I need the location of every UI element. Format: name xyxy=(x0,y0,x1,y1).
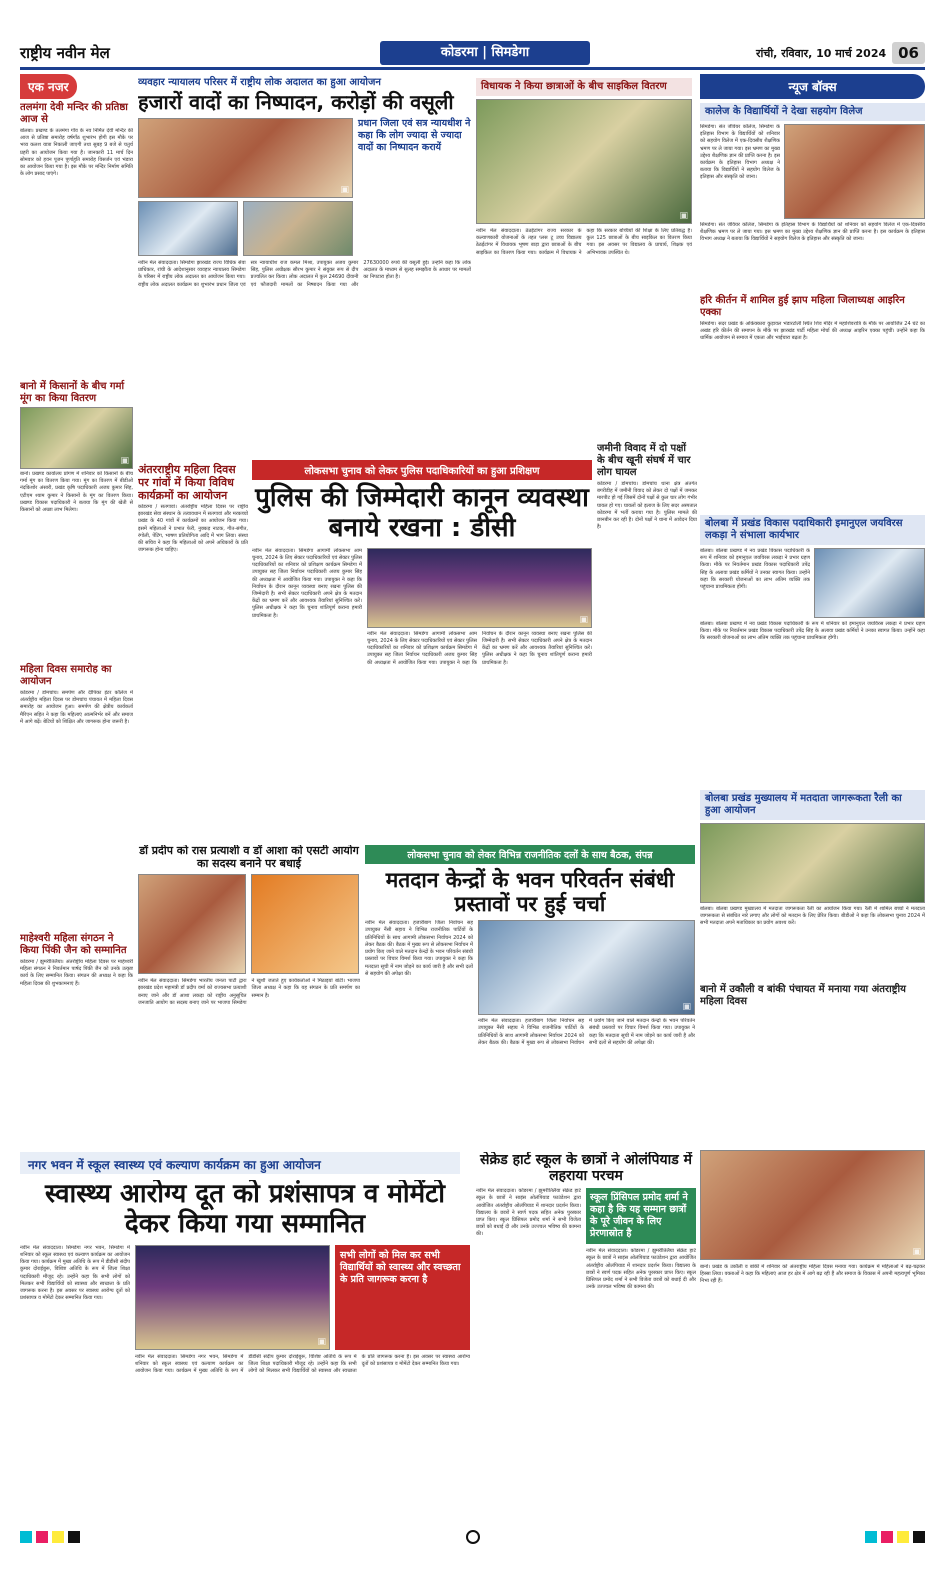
matdan-photo xyxy=(478,920,695,1015)
cycle-story xyxy=(476,74,692,444)
left-story-2-photo xyxy=(20,407,133,469)
health-body-2: नवीन मेल संवाददाता। सिमडेगा नगर भवन, सिमडेगा में शनिवार को स्कूल स्वास्थ्य एवं कल्याण कार्यक्रम का आयोजन किया गया। कार्यक्रम में मुख्य अतिथि के रूप में डीडीसी संदीप कुमार दोराईबुरू, विशिष्ट अतिथि के रूप में जिला शिक्षा पदाधिकारी मौजूद रहे। उन्होंने कहा कि सभी लोगों को मिलकर सभी विद्यार्थियों को स्वास्थ्य और स्वच्छता के प्रति जागरूक करना है। इस अवसर पर स्वास्थ्य आरोग्य दूतों को प्रशंसापत्र व मोमेंटो देकर सम्मानित किया गया। xyxy=(135,1353,470,1375)
yellow-swatch-right xyxy=(897,1531,909,1543)
cyan-swatch-right xyxy=(865,1531,877,1543)
sacred-headline: सेक्रेड हार्ट स्कूल के छात्रों ने ओलंपियाड में लहराया परचम xyxy=(480,1152,692,1185)
sacred-callout: स्कूल प्रिंसिपल प्रमोद शर्मा ने कहा है कि यह सम्मान छात्रों के पूरे जीवन के लिए प्रेरणास्रोत है xyxy=(586,1188,696,1244)
health-callout: सभी लोगों को मिल कर सभी विद्यार्थियों को स्वास्थ्य और स्वच्छता के प्रति जागरूक करना है xyxy=(335,1245,470,1350)
left-story-1-title: तलमंगा देवी मन्दिर की प्रतिष्ठा आज से xyxy=(20,102,128,125)
magenta-swatch xyxy=(36,1531,48,1543)
news-box-1-title: कालेज के विद्यार्थियों ने देखा सहयोग विलेज xyxy=(700,103,925,121)
camera-icon: ▣ xyxy=(317,1336,326,1347)
bano-mahila-story xyxy=(700,1150,925,1525)
left-story-3-body: कोडरमा / डोमचांच। समर्पण और दीपिका इंटर कॉलेज में अंतर्राष्ट्रीय महिला दिवस पर डोमचांच पंचायत में महिला दिवस समारोह का आयोजन हुआ। समर्पण की क्षेत्रीय कार्यकर्ता मैरिएन सहित ने कहा कि महिलाएं आत्मनिर्भर बनें और समाज में आगे बढ़ें। बेटियों को शिक्षित और जागरूक होना जरूरी है। xyxy=(20,690,133,725)
nagar-banner xyxy=(20,1152,460,1174)
left-column xyxy=(20,74,133,1149)
top-story xyxy=(138,74,471,454)
camera-icon: ▣ xyxy=(340,185,349,195)
police-story-banner: लोकसभा चुनाव को लेकर पुलिस पदाधिकारियों का हुआ प्रशिक्षण xyxy=(252,460,592,480)
cycle-story-body: नवीन मेल संवाददाता। ठेठईटांगर राज्य सरकार के कल्याणकारी योजनाओं के तहत प्लस टू उच्च विद्यालय ठेठईटांगर में विधायक भूषण बाड़ा द्वारा छात्राओं के बीच साइकिल का वितरण किया गया। कार्यक्रम में विधायक ने कहा कि सरकार बच्चियों की शिक्षा के लिए प्रतिबद्ध है। कुल 125 छात्राओं के बीच साइकिल का वितरण किया गया। इस अवसर पर विद्यालय के प्राचार्य, शिक्षक एवं अभिभावक उपस्थित थे। xyxy=(476,228,692,256)
top-story-photo-3 xyxy=(243,201,353,256)
police-story-body-2: नवीन मेल संवाददाता। सिमडेगा आगामी लोकसभा आम चुनाव, 2024 के लिए सेक्टर पदाधिकारियों एवं सेक्टर पुलिस पदाधिकारियों का शनिवार को प्रशिक्षण कार्यक्रम सिमडेगा में उपायुक्त सह जिला निर्वाचन पदाधिकारी अजय कुमार सिंह की अध्यक्षता में आयोजित किया गया। उपायुक्त ने कहा कि निर्वाचन के दौरान कानून व्यवस्था बनाए रखना पुलिस की जिम्मेदारी है। सभी सेक्टर पदाधिकारी अपने क्षेत्र के मतदान केंद्रों का भ्रमण करें और आवश्यक तैयारियां सुनिश्चित करें। पुलिस अधीक्षक ने कहा कि चुनाव शांतिपूर्ण कराना हमारी प्राथमिकता है। xyxy=(367,630,592,666)
vivad-body: कोडरमा / डोमचांच। डोमचांच थाना क्षेत्र अंतर्गत बगरीडीह में जमीनी विवाद को लेकर दो पक्षों में जमकर मारपीट हो गई जिसमें दोनों पक्षों से कुल चार लोग गंभीर घायल हो गए। घायलों को इलाज के लिए सदर अस्पताल कोडरमा में भर्ती कराया गया है। पुलिस मामले की छानबीन कर रही है। दोनों पक्षों ने थाना में आवेदन दिया है। xyxy=(597,481,697,531)
masthead-rule xyxy=(20,67,925,70)
nagar-banner-text: नगर भवन में स्कूल स्वास्थ्य एवं कल्याण कार्यक्रम का हुआ आयोजन xyxy=(28,1158,321,1172)
sacred-heart-story xyxy=(476,1152,696,1527)
news-box-4-photo xyxy=(700,823,925,903)
mahila-village-body: कोडरमा / सतगावां। अंतर्राष्ट्रीय महिला दिवस पर राष्ट्रीय झारखंड सेवा संस्थान के तत्वावधान में सतगावां और मरकच्चो प्रखंड के 40 गांवों में कार्यक्रमों का आयोजन किया गया। इसमें महिलाओं ने प्रभात फेरी, नुक्कड़ नाटक, गीत-संगीत, रंगोली, पेंटिंग, भाषण प्रतियोगिता आदि में भाग लिया। संस्था की सचिव ने कहा कि महिलाओं को अपने अधिकारों के प्रति जागरूक होना चाहिए। xyxy=(138,504,248,554)
left-story-2-body: बानो। प्रखण्ड कार्यालय प्रांगण में शनिवार को किसानों के बीच गर्मा मूंग का वितरण किया गया। मूंग का वितरण में बीडीओ नंदकिशोर अंसारी, प्रखंड कृषि पदाधिकारी अजय कुमार सिंह, एटीएम श्याम कुमार ने किसानों के मूंग का वितरण किया। प्रखण्ड विकास पदाधिकारी ने बताया कि मूंग की खेती से किसानों को अच्छा लाभ मिलेगा। xyxy=(20,471,133,514)
mahila-village-headline: अंतरराष्ट्रीय महिला दिवस पर गांवों में किया विविध कार्यक्रमों का आयोजन xyxy=(138,463,236,502)
masthead xyxy=(20,40,925,66)
matdan-body: नवीन मेल संवाददाता। हजारीबाग जिला निर्वाचन सह उपायुक्त नैंसी सहाय ने विभिन्न राजनीतिक पार्टियों के प्रतिनिधियों के साथ आगामी लोकसभा निर्वाचन 2024 को लेकर बैठक की। बैठक में मुख्य रूप से लोकसभा निर्वाचन में प्रयोग किए जाने वाले मतदान केन्द्रों के भवन परिवर्तन संबंधी प्रस्तावों पर विचार विमर्श किया गया। उपायुक्त ने कहा कि मतदाता सूची में नाम जोड़ने का कार्य जारी है और सभी दलों से सहयोग की अपेक्षा की। xyxy=(365,920,473,977)
registration-mark-icon xyxy=(466,1530,480,1544)
health-body: नवीन मेल संवाददाता। सिमडेगा नगर भवन, सिमडेगा में शनिवार को स्कूल स्वास्थ्य एवं कल्याण कार्यक्रम का आयोजन किया गया। कार्यक्रम में मुख्य अतिथि के रूप में डीडीसी संदीप कुमार दोराईबुरू, विशिष्ट अतिथि के रूप में जिला शिक्षा पदाधिकारी मौजूद रहे। उन्होंने कहा कि सभी लोगों को मिलकर सभी विद्यार्थियों को स्वास्थ्य और स्वच्छता के प्रति जागरूक करना है। इस अवसर पर स्वास्थ्य आरोग्य दूतों को प्रशंसापत्र व मोमेंटो देकर सम्मानित किया गया। xyxy=(20,1244,130,1302)
left-story-1-body: बोलबा। प्रखण्ड के तलमंगा गाँव के नव निर्मित देवी मन्दिर की आज से प्रतिष्ठा समारोह वर्षगाँठ शुभारंभ होगी इस मौके पर भव्य कलश यात्रा निकाली जाएगी तथा सुबह 9 बजे से चतुर्थ प्रहरी का आयोजन किया गया है। जानकारी 11 मार्च दिन सोमवार को हवन पूजन पूर्णाहुति समारोह विसर्जन एवं भंडारा का आयोजन किया गया है। इस मौके पर मन्दिर निर्माण समिति के लोग प्रसाद पाएंगे। xyxy=(20,128,133,178)
top-story-photo-2 xyxy=(138,201,238,256)
black-swatch xyxy=(68,1531,80,1543)
matdan-body-2: नवीन मेल संवाददाता। हजारीबाग जिला निर्वाचन सह उपायुक्त नैंसी सहाय ने विभिन्न राजनीतिक पार्टियों के प्रतिनिधियों के साथ आगामी लोकसभा निर्वाचन 2024 को लेकर बैठक की। बैठक में मुख्य रूप से लोकसभा निर्वाचन में प्रयोग किए जाने वाले मतदान केन्द्रों के भवन परिवर्तन संबंधी प्रस्तावों पर विचार विमर्श किया गया। उपायुक्त ने कहा कि मतदाता सूची में नाम जोड़ने का कार्य जारी है और सभी दलों से सहयोग की अपेक्षा की। xyxy=(478,1018,695,1046)
pradeep-body: नवीन मेल संवाददाता। सिमडेगा भारतीय जनता पार्टी द्वारा झारखंड प्रदेश महामंत्री डॉ प्रदीप वर्मा को राज्यसभा प्रत्याशी बनाए जाने और डॉ आशा लकड़ा को राष्ट्रीय अनुसूचित जनजाति आयोग का सदस्य बनाए जाने पर भाजपा सिमडेगा ने खुशी जताते हुए कार्यकर्ताओं ने मिठाइयां बांटी। भाजपा जिला अध्यक्ष ने कहा कि यह संगठन के प्रति समर्पण का सम्मान है। xyxy=(138,978,360,1006)
news-box-4-body: बोलबा। बोलबा प्रखण्ड मुख्यालय में मतदाता जागरूकता रैली का आयोजन किया गया। रैली में शामिल बच्चों ने मतदाता जागरूकता से संबंधित नारे लगाए और लोगों को मतदान के लिए प्रेरित किया। बीडीओ ने कहा कि लोकसभा चुनाव 2024 में सभी मतदाता अपने मताधिकार का प्रयोग अवश्य करें। xyxy=(700,906,925,927)
vivad-headline: जमीनी विवाद में दो पक्षों के बीच खूनी संघर्ष में चार लोग घायल xyxy=(597,443,691,478)
health-story xyxy=(20,1180,470,1525)
yellow-swatch xyxy=(52,1531,64,1543)
left-story-3-title: महिला दिवस समारोह का आयोजन xyxy=(20,664,112,687)
top-story-kicker: व्यवहार न्यायालय परिसर में राष्ट्रीय लोक अदालत का हुआ आयोजन xyxy=(138,77,381,88)
pradeep-headline: डॉ प्रदीप को रास प्रत्याशी व डॉ आशा को एसटी आयोग का सदस्य बनाने पर बधाई xyxy=(139,845,359,870)
police-story-headline: पुलिस की जिम्मेदारी कानून व्यवस्था बनाये रखना : डीसी xyxy=(255,483,589,543)
pradeep-photo xyxy=(138,874,246,974)
news-box-3-title: बोलबा में प्रखंड विकास पदाधिकारी इमानुएल जयविरस लकड़ा ने संभाला कार्यभार xyxy=(700,515,925,545)
ek-nazar-heading: एक नजर xyxy=(20,74,77,99)
news-box-4-title: बोलबा प्रखंड मुख्यालय में मतदाता जागरूकता रैली का हुआ आयोजन xyxy=(700,790,925,820)
camera-icon: ▣ xyxy=(679,211,688,221)
news-box-3-photo xyxy=(814,548,925,618)
camera-icon: ▣ xyxy=(912,1247,921,1257)
police-story-body: नवीन मेल संवाददाता। सिमडेगा आगामी लोकसभा आम चुनाव, 2024 के लिए सेक्टर पदाधिकारियों एवं सेक्टर पुलिस पदाधिकारियों का शनिवार को प्रशिक्षण कार्यक्रम सिमडेगा में उपायुक्त सह जिला निर्वाचन पदाधिकारी अजय कुमार सिंह की अध्यक्षता में आयोजित किया गया। उपायुक्त ने कहा कि निर्वाचन के दौरान कानून व्यवस्था बनाए रखना पुलिस की जिम्मेदारी है। सभी सेक्टर पदाधिकारी अपने क्षेत्र के मतदान केंद्रों का भ्रमण करें और आवश्यक तैयारियां सुनिश्चित करें। पुलिस अधीक्षक ने कहा कि चुनाव शांतिपूर्ण कराना हमारी प्राथमिकता है। xyxy=(252,547,362,619)
police-story-photo xyxy=(367,548,592,628)
vivad-story xyxy=(597,440,697,840)
top-story-body: नवीन मेल संवाददाता। सिमडेगा झारखंड राज्य विधिक सेवा प्राधिकार, रांची के आदेशानुसार व्यवहार न्यायालय सिमडेगा के परिसर में राष्ट्रीय लोक अदालत का आयोजन किया गया। राष्ट्रीय लोक अदालत कार्यक्रम का शुभारंभ प्रधान जिला एवं सत्र न्यायाधीश राज कमल मिश्रा, उपायुक्त अजय कुमार सिंह, पुलिस अधीक्षक सौरभ कुमार ने संयुक्त रूप से दीप प्रज्वलित कर किया। लोक अदालत में कुल 24690 दीवानी एवं फौजदारी मामलों का निष्पादन किया गया और 27630000 रुपये की वसूली हुई। उन्होंने कहा कि लोक अदालत के माध्यम से सुलह समझौता के आधार पर मामलों का निपटारा होता है। xyxy=(138,260,471,288)
magenta-swatch-right xyxy=(881,1531,893,1543)
matdan-story xyxy=(365,845,695,1145)
sacred-body-2: नवीन मेल संवाददाता। कोडरमा / झुमरीतिलैया सेक्रेड हार्ट स्कूल के छात्रों ने साइंस ओलंपियाड फाउंडेशन द्वारा आयोजित अंतर्राष्ट्रीय ओलंपियाड में शानदार प्रदर्शन किया। विद्यालय के छात्रों ने स्वर्ण पदक सहित अनेक पुरस्कार प्राप्त किए। स्कूल प्रिंसिपल प्रमोद शर्मा ने सभी विजेता छात्रों को बधाई दी और उनके उज्ज्वल भविष्य की कामना की। xyxy=(586,1248,696,1291)
cycle-story-headline: विधायक ने किया छात्राओं के बीच साइकिल वितरण xyxy=(476,78,692,96)
paper-name: राष्ट्रीय नवीन मेल xyxy=(20,44,110,62)
left-story-4-title: माहेश्वरी महिला संगठन ने किया पिंकी जैन को सम्मानित xyxy=(20,933,127,956)
section-tag: कोडरमा | सिमडेगा xyxy=(380,41,590,65)
bano-mahila-photo xyxy=(700,1150,925,1260)
health-photo xyxy=(135,1245,330,1350)
news-box-5-title: बानो में उकौली व बांकी पंचायत में मनाया गया अंतराष्ट्रीय महिला दिवस xyxy=(700,984,906,1007)
top-story-headline: हजारों वादों का निष्पादन, करोड़ों की वसूली xyxy=(138,90,454,114)
bano-mahila-body: बानो। प्रखंड के उकौली व बांकी में शनिवार को अंतराष्ट्रीय महिला दिवस मनाया गया। कार्यक्रम में महिलाओं ने बढ़-चढ़कर हिस्सा लिया। वक्ताओं ने कहा कि महिलाएं आज हर क्षेत्र में आगे बढ़ रही हैं और समाज के विकास में अपनी महत्वपूर्ण भूमिका निभा रही हैं। xyxy=(700,1264,925,1285)
pradeep-story xyxy=(138,845,360,1145)
matdan-headline: मतदान केन्द्रों के भवन परिवर्तन संबंधी प्रस्तावों पर हुई चर्चा xyxy=(385,868,675,917)
mahila-village-story xyxy=(138,460,248,840)
news-box-column xyxy=(700,74,925,1149)
news-box-3-more: बोलबा। बोलबा प्रखण्ड में नव प्रखंड विकास पदाधिकारी के रूप में शनिवार को इमानुएल जयविरस लकड़ा ने प्रभार ग्रहण किया। मौके पर निवर्तमान प्रखंड विकास पदाधिकारी उपेंद्र सिंह के अलावा प्रखंड कर्मियों ने उनका स्वागत किया। उन्होंने कहा कि सरकारी योजनाओं का लाभ अंतिम व्यक्ति तक पहुंचाना प्राथमिकता होगी। xyxy=(700,621,925,642)
news-box-1-photo xyxy=(784,124,925,219)
matdan-banner: लोकसभा चुनाव को लेकर विभिन्न राजनीतिक दलों के साथ बैठक, संपन्न xyxy=(365,845,695,864)
camera-icon: ▣ xyxy=(682,1002,691,1013)
top-story-photo xyxy=(138,118,353,198)
print-registration-strip xyxy=(20,1530,925,1544)
sacred-body: नवीन मेल संवाददाता। कोडरमा / झुमरीतिलैया सेक्रेड हार्ट स्कूल के छात्रों ने साइंस ओलंपियाड फाउंडेशन द्वारा आयोजित अंतर्राष्ट्रीय ओलंपियाड में शानदार प्रदर्शन किया। विद्यालय के छात्रों ने स्वर्ण पदक सहित अनेक पुरस्कार प्राप्त किए। स्कूल प्रिंसिपल प्रमोद शर्मा ने सभी विजेता छात्रों को बधाई दी और उनके उज्ज्वल भविष्य की कामना की। xyxy=(476,1188,581,1238)
news-box-1-more: सिमडेगा। संत जेवियर कॉलेज, सिमडेगा के इतिहास विभाग के विद्यार्थियों को शनिवार को सहयोग विलेज में एक-दिवसीय शैक्षणिक भ्रमण पर ले जाया गया। इस भ्रमण का मुख्य उद्देश्य शैक्षणिक ज्ञान की प्राप्ति करना है। इस कार्यक्रम के इतिहास विभाग अध्यक्ष ने बताया कि विद्यार्थियों ने सहयोग विलेज के इतिहास और संस्कृति को जाना। xyxy=(700,222,925,243)
cycle-story-photo xyxy=(476,99,692,224)
left-story-2-title: बानो में किसानों के बीच गर्मा मूंग का किया वितरण xyxy=(20,381,125,404)
cyan-swatch xyxy=(20,1531,32,1543)
dateline: रांची, रविवार, 10 मार्च 2024 xyxy=(756,46,887,60)
page-number: 06 xyxy=(892,42,925,64)
top-story-quote: प्रधान जिला एवं सत्र न्यायधीश ने कहा कि लोग ज्यादा से ज्यादा वादों का निष्पादन करायें xyxy=(358,118,471,153)
black-swatch-right xyxy=(913,1531,925,1543)
asha-photo xyxy=(251,874,359,974)
news-box-heading: न्यूज बॉक्स xyxy=(700,74,925,99)
news-box-2-body: सिमडेगा। सदर प्रखंड के ओकेक्कारा कुड़ावल भंडारटोली स्थित शिव मंदिर में महाशिवरात्रि के मौके पर आयोजित 24 घंटे का अखंड हरि कीर्तन की समापन के मौके पर झारखंड पार्टी महिला मोर्चा की अध्यक्ष आइरिन एक्का पहुंचीं। उन्होंने कहा कि धार्मिक आयोजन से समाज में एकता और भाईचारा बढ़ता है। xyxy=(700,321,925,342)
news-box-3-body: बोलबा। बोलबा प्रखण्ड में नव प्रखंड विकास पदाधिकारी के रूप में शनिवार को इमानुएल जयविरस लकड़ा ने प्रभार ग्रहण किया। मौके पर निवर्तमान प्रखंड विकास पदाधिकारी उपेंद्र सिंह के अलावा प्रखंड कर्मियों ने उनका स्वागत किया। उन्होंने कहा कि सरकारी योजनाओं का लाभ अंतिम व्यक्ति तक पहुंचाना प्राथमिकता होगी। xyxy=(700,548,810,591)
health-headline: स्वास्थ्य आरोग्य दूत को प्रशंसापत्र व मोमेंटो देकर किया गया सम्मानित xyxy=(44,1180,445,1239)
news-box-2-title: हरि कीर्तन में शामिल हुई झाप महिला जिलाध्यक्ष आइरिन एक्का xyxy=(700,295,905,318)
left-story-4-body: कोडरमा / झुमरीतिलैया। अंतर्राष्ट्रीय महिला दिवस पर माहेश्वरी महिला संगठन ने निवर्तमान पार्षद पिंकी जैन को उनके उत्कृष्ट कार्य के लिए सम्मानित किया। संगठन की अध्यक्ष ने कहा कि महिला दिवस की शुभकामनाएं हैं। xyxy=(20,959,133,987)
camera-icon: ▣ xyxy=(120,456,129,466)
police-story xyxy=(252,460,592,840)
camera-icon: ▣ xyxy=(579,614,588,625)
news-box-1-body: सिमडेगा। संत जेवियर कॉलेज, सिमडेगा के इतिहास विभाग के विद्यार्थियों को शनिवार को सहयोग विलेज में एक-दिवसीय शैक्षणिक भ्रमण पर ले जाया गया। इस भ्रमण का मुख्य उद्देश्य शैक्षणिक ज्ञान की प्राप्ति करना है। इस कार्यक्रम के इतिहास विभाग अध्यक्ष ने बताया कि विद्यार्थियों ने सहयोग विलेज के इतिहास और संस्कृति को जाना। xyxy=(700,124,780,181)
